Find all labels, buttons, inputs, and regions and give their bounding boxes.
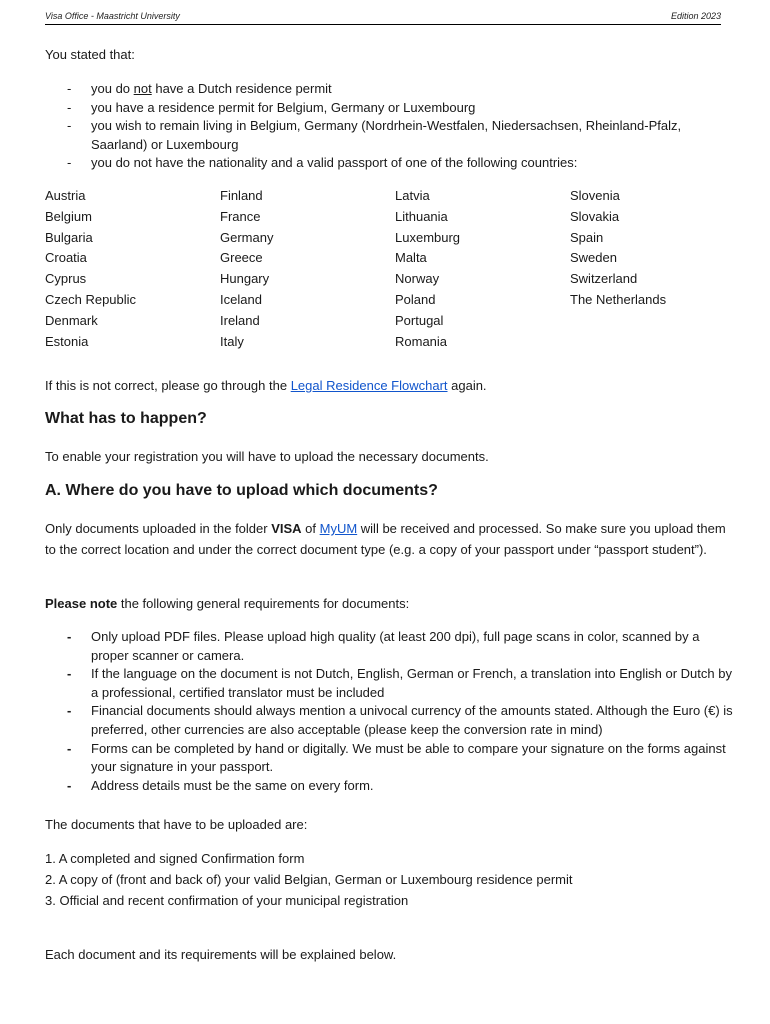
country-name: Romania: [395, 333, 448, 349]
dash-marker: -: [67, 703, 72, 719]
country-name: Slovenia: [570, 188, 620, 203]
country-name: Denmark: [45, 312, 98, 328]
country-name: Italy: [220, 333, 244, 349]
stated-text: you have a residence permit for Belgium, Germany or Luxembourg: [91, 99, 476, 115]
myum-link[interactable]: MyUM: [319, 521, 358, 536]
not-correct-paragraph: [45, 376, 487, 395]
requirement-text: Forms can be completed by hand or digitally. We must be able to compare your signature on the forms against your signature in your passport.: [91, 740, 726, 775]
country-name: Czech Republic: [45, 291, 137, 307]
stated-text: you wish to remain living in Belgium, Germany (Nordrhein-Westfalen, Niedersachsen, Rheinland-Pfalz, Saarland) or Luxembourg: [91, 118, 682, 152]
upload-before: Only documents uploaded in the folder: [45, 521, 272, 536]
stated-emphasis: not: [133, 81, 152, 96]
requirement-text: Financial documents should always mention a univocal currency of the amounts stated. Although the Euro (€) is preferred, other currencies are also acceptable (please keep the conversion rate in mind): [91, 703, 733, 737]
documents-list: [45, 848, 573, 911]
document-item: 1. A completed and signed Confirmation form: [45, 851, 305, 866]
requirement-text: Address details must be the same on every form.: [91, 777, 374, 793]
upload-after: will be received and processed. So make sure you upload them to the correct location and under the correct document type (e.g. a copy of your passport under “passport student”).: [45, 521, 726, 557]
country-column: [45, 186, 220, 352]
document-item: 2. A copy of (front and back of) your valid Belgian, German or Luxembourg residence permit: [45, 872, 573, 887]
dash-marker: -: [67, 740, 72, 756]
section-a-heading: A. Where do you have to upload which documents?: [45, 482, 438, 499]
country-name: Poland: [395, 291, 436, 307]
stated-item: [45, 154, 735, 173]
requirement-item: [45, 628, 735, 665]
stated-item: [45, 80, 735, 99]
upload-mid: of: [301, 521, 320, 536]
country-name: Hungary: [220, 271, 270, 287]
country-name: Bulgaria: [45, 229, 93, 245]
requirement-item: [45, 702, 735, 739]
not-correct-after: again.: [447, 378, 487, 393]
requirements-list: [45, 628, 735, 795]
country-name: Greece: [220, 250, 263, 266]
stated-list: [45, 80, 735, 173]
country-columns: [45, 186, 745, 352]
dash-marker: -: [67, 155, 72, 170]
country-name: Cyprus: [45, 271, 87, 287]
dash-marker: -: [67, 81, 72, 96]
dash-marker: -: [67, 777, 72, 793]
country-name: Croatia: [45, 250, 87, 266]
intro-text: You stated that:: [45, 47, 135, 62]
country-name: Malta: [395, 250, 427, 266]
stated-text: you do: [91, 81, 134, 96]
docs-intro: The documents that have to be uploaded are:: [45, 817, 308, 832]
country-name: Austria: [45, 188, 86, 203]
requirement-text: If the language on the document is not Dutch, English, German or French, a translation into English or Dutch by a professional, certified translator must be included: [91, 666, 732, 700]
dash-marker: -: [67, 629, 72, 644]
country-column: [570, 186, 745, 352]
upload-paragraph: [45, 518, 735, 560]
country-name: Switzerland: [570, 271, 638, 287]
requirement-item: [45, 740, 735, 777]
dash-marker: -: [67, 99, 72, 115]
dash-marker: -: [67, 666, 72, 682]
country-name: Portugal: [395, 312, 444, 328]
what-text: To enable your registration you will have to upload the necessary documents.: [45, 449, 489, 464]
note-rest: the following general requirements for documents:: [117, 596, 410, 611]
note-bold: Please note: [45, 596, 118, 611]
country-name: Spain: [570, 229, 604, 245]
country-name: Norway: [395, 271, 440, 287]
header-edition: Edition 2023: [670, 11, 721, 21]
legal-residence-flowchart-link[interactable]: Legal Residence Flowchart: [290, 378, 448, 393]
visa-folder: VISA: [271, 521, 302, 536]
stated-text: have a Dutch residence permit: [151, 81, 332, 96]
country-name: The Netherlands: [570, 291, 667, 307]
country-name: Sweden: [570, 250, 617, 266]
what-heading: What has to happen?: [45, 410, 207, 427]
country-name: Finland: [220, 188, 263, 203]
document-item: 3. Official and recent confirmation of your municipal registration: [45, 893, 409, 908]
country-name: Iceland: [220, 291, 262, 307]
country-name: Belgium: [45, 208, 92, 224]
page-header: [45, 10, 721, 25]
stated-item: [45, 99, 735, 118]
country-name: Latvia: [395, 188, 430, 203]
note-paragraph: [45, 594, 409, 613]
dash-marker: -: [67, 118, 72, 133]
requirement-item: [45, 665, 735, 702]
country-name: Slovakia: [570, 208, 620, 224]
country-column: [395, 186, 570, 352]
stated-item: [45, 117, 735, 154]
country-name: Lithuania: [395, 208, 448, 224]
country-name: Ireland: [220, 312, 260, 328]
stated-text: you do not have the nationality and a valid passport of one of the following countries:: [91, 155, 578, 170]
header-organization: Visa Office - Maastricht University: [45, 11, 180, 21]
country-name: Estonia: [45, 333, 89, 349]
country-name: Germany: [220, 229, 274, 245]
explain-text: Each document and its requirements will be explained below.: [45, 947, 397, 962]
country-name: France: [220, 208, 261, 224]
requirement-item: [45, 777, 735, 796]
country-column: [220, 186, 395, 352]
not-correct-before: If this is not correct, please go through the: [45, 378, 291, 393]
requirement-text: Only upload PDF files. Please upload high quality (at least 200 dpi), full page scans in color, scanned by a proper scanner or camera.: [91, 629, 700, 663]
country-name: Luxemburg: [395, 229, 461, 245]
